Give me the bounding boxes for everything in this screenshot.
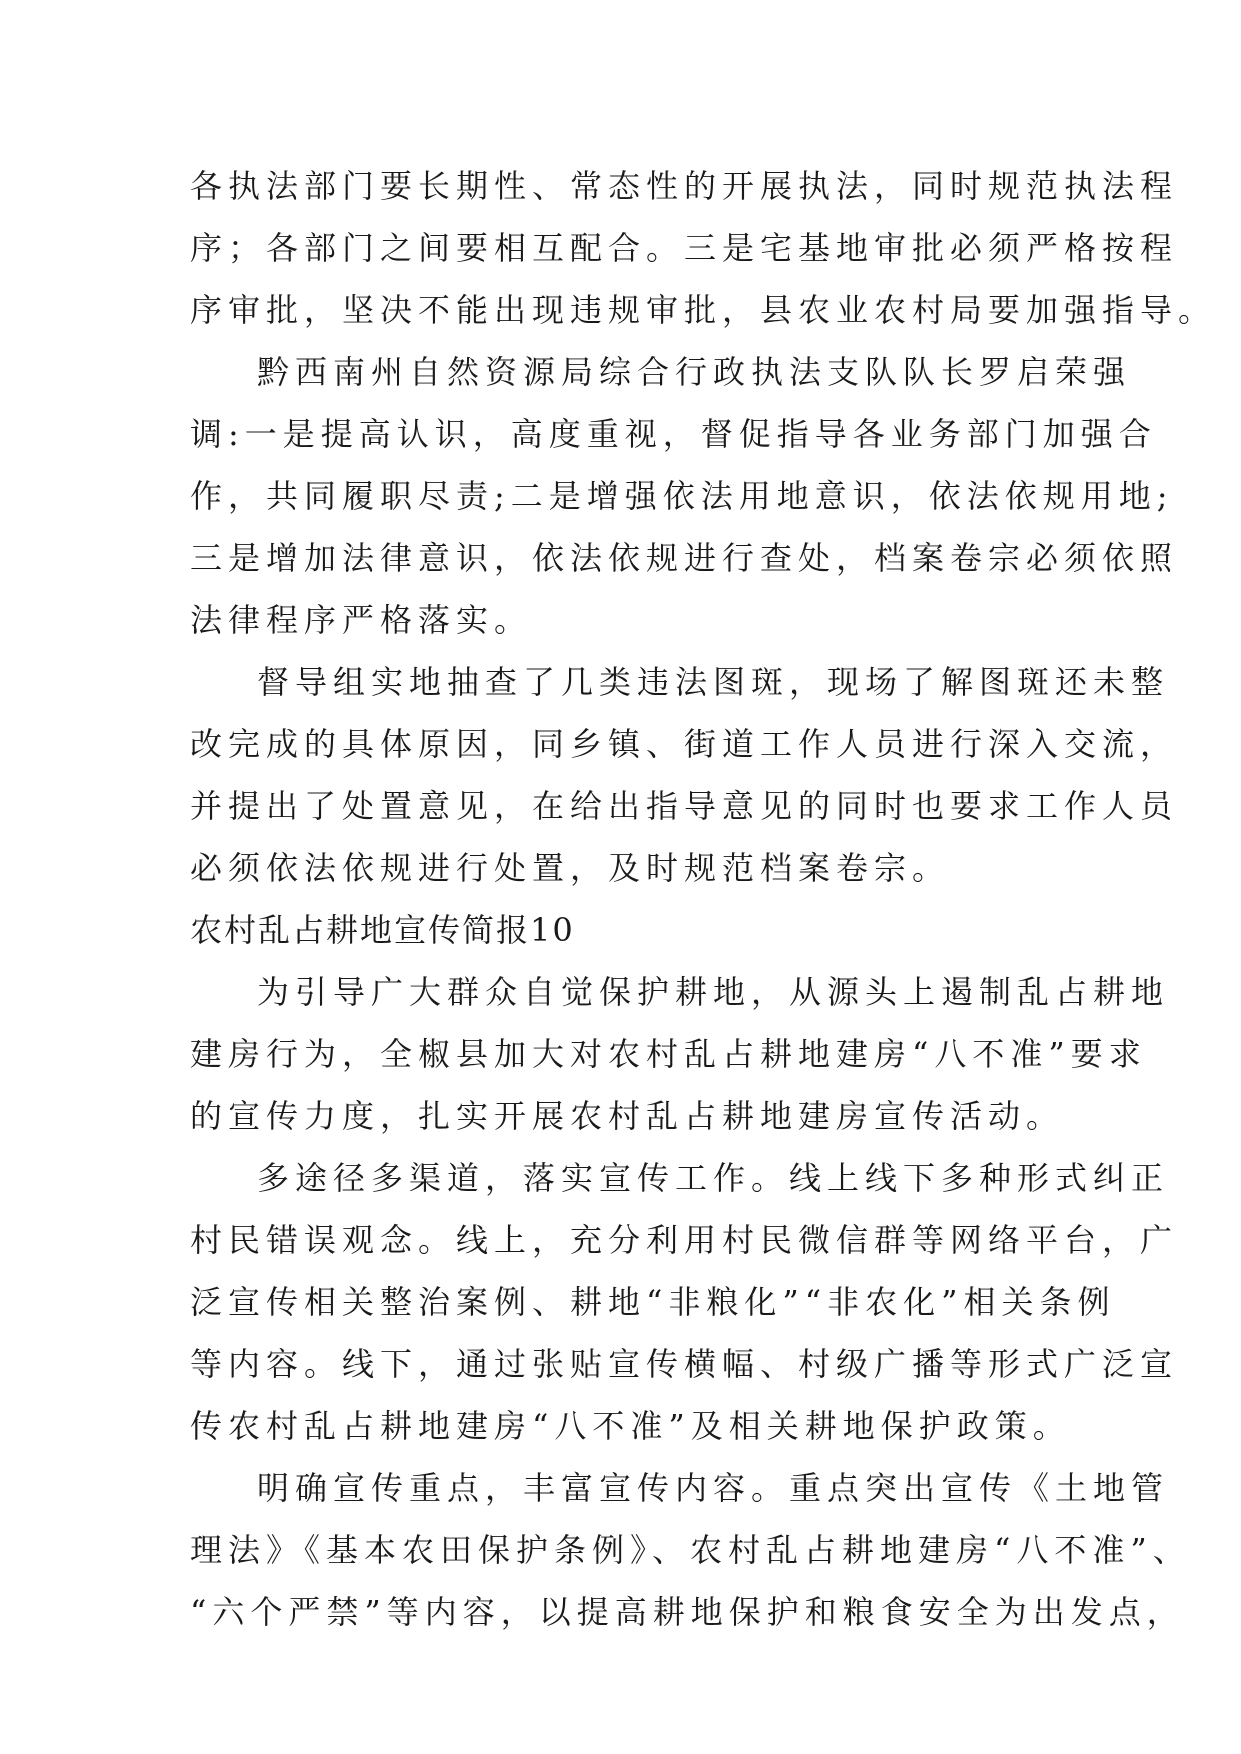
text-line: 泛宣传相关整治案例、耕地“非粮化”“非农化”相关条例 xyxy=(190,1283,1116,1321)
text-line: 序；各部门之间要相互配合。三是宅基地审批必须严格按程 xyxy=(190,229,1179,267)
section-title: 农村乱占耕地宣传简报10 xyxy=(190,911,575,949)
paragraph xyxy=(190,651,1179,899)
text-line: 调:一是提高认识，高度重视，督促指导各业务部门加强合 xyxy=(190,415,1157,453)
text-line: 序审批，坚决不能出现违规审批，县农业农村局要加强指导。 xyxy=(190,291,1217,329)
paragraph xyxy=(190,341,1179,651)
text-line: 村民错误观念。线上，充分利用村民微信群等网络平台，广 xyxy=(190,1221,1179,1259)
text-line: 必须依法依规进行处置，及时规范档案卷宗。 xyxy=(190,849,951,887)
text-line: 多途径多渠道，落实宣传工作。线上线下多种形式纠正 xyxy=(257,1159,1170,1197)
text-line: 黔西南州自然资源局综合行政执法支队队长罗启荣强 xyxy=(257,353,1132,391)
text-line: 改完成的具体原因，同乡镇、街道工作人员进行深入交流， xyxy=(190,725,1179,763)
text-line: 传农村乱占耕地建房“八不准”及相关耕地保护政策。 xyxy=(190,1407,1071,1445)
text-line: 等内容。线下，通过张贴宣传横幅、村级广播等形式广泛宣 xyxy=(190,1345,1179,1383)
text-line: 作，共同履职尽责;二是增强依法用地意识，依法依规用地; xyxy=(190,477,1174,515)
text-line: 督导组实地抽查了几类违法图斑，现场了解图斑还未整 xyxy=(257,663,1170,701)
text-line: 并提出了处置意见，在给出指导意见的同时也要求工作人员 xyxy=(190,787,1179,825)
text-line: 的宣传力度，扎实开展农村乱占耕地建房宣传活动。 xyxy=(190,1097,1065,1135)
text-line: 明确宣传重点，丰富宣传内容。重点突出宣传《土地管 xyxy=(257,1469,1170,1507)
text-line: 建房行为，全椒县加大对农村乱占耕地建房“八不准”要求 xyxy=(190,1035,1147,1073)
paragraph xyxy=(190,155,1217,341)
paragraph xyxy=(190,961,1170,1147)
document-page xyxy=(190,155,1217,1643)
text-line: “六个严禁”等内容，以提高耕地保护和粮食安全为出发点， xyxy=(190,1593,1185,1631)
text-line: 法律程序严格落实。 xyxy=(190,601,533,639)
text-line: 三是增加法律意识，依法依规进行查处，档案卷宗必须依照 xyxy=(190,539,1179,577)
paragraph xyxy=(190,1457,1191,1643)
text-line: 理法》《基本农田保护条例》、农村乱占耕地建房“八不准”、 xyxy=(190,1531,1191,1569)
text-line: 为引导广大群众自觉保护耕地，从源头上遏制乱占耕地 xyxy=(257,973,1170,1011)
paragraph xyxy=(190,1147,1179,1457)
text-line: 各执法部门要长期性、常态性的开展执法，同时规范执法程 xyxy=(190,167,1179,205)
